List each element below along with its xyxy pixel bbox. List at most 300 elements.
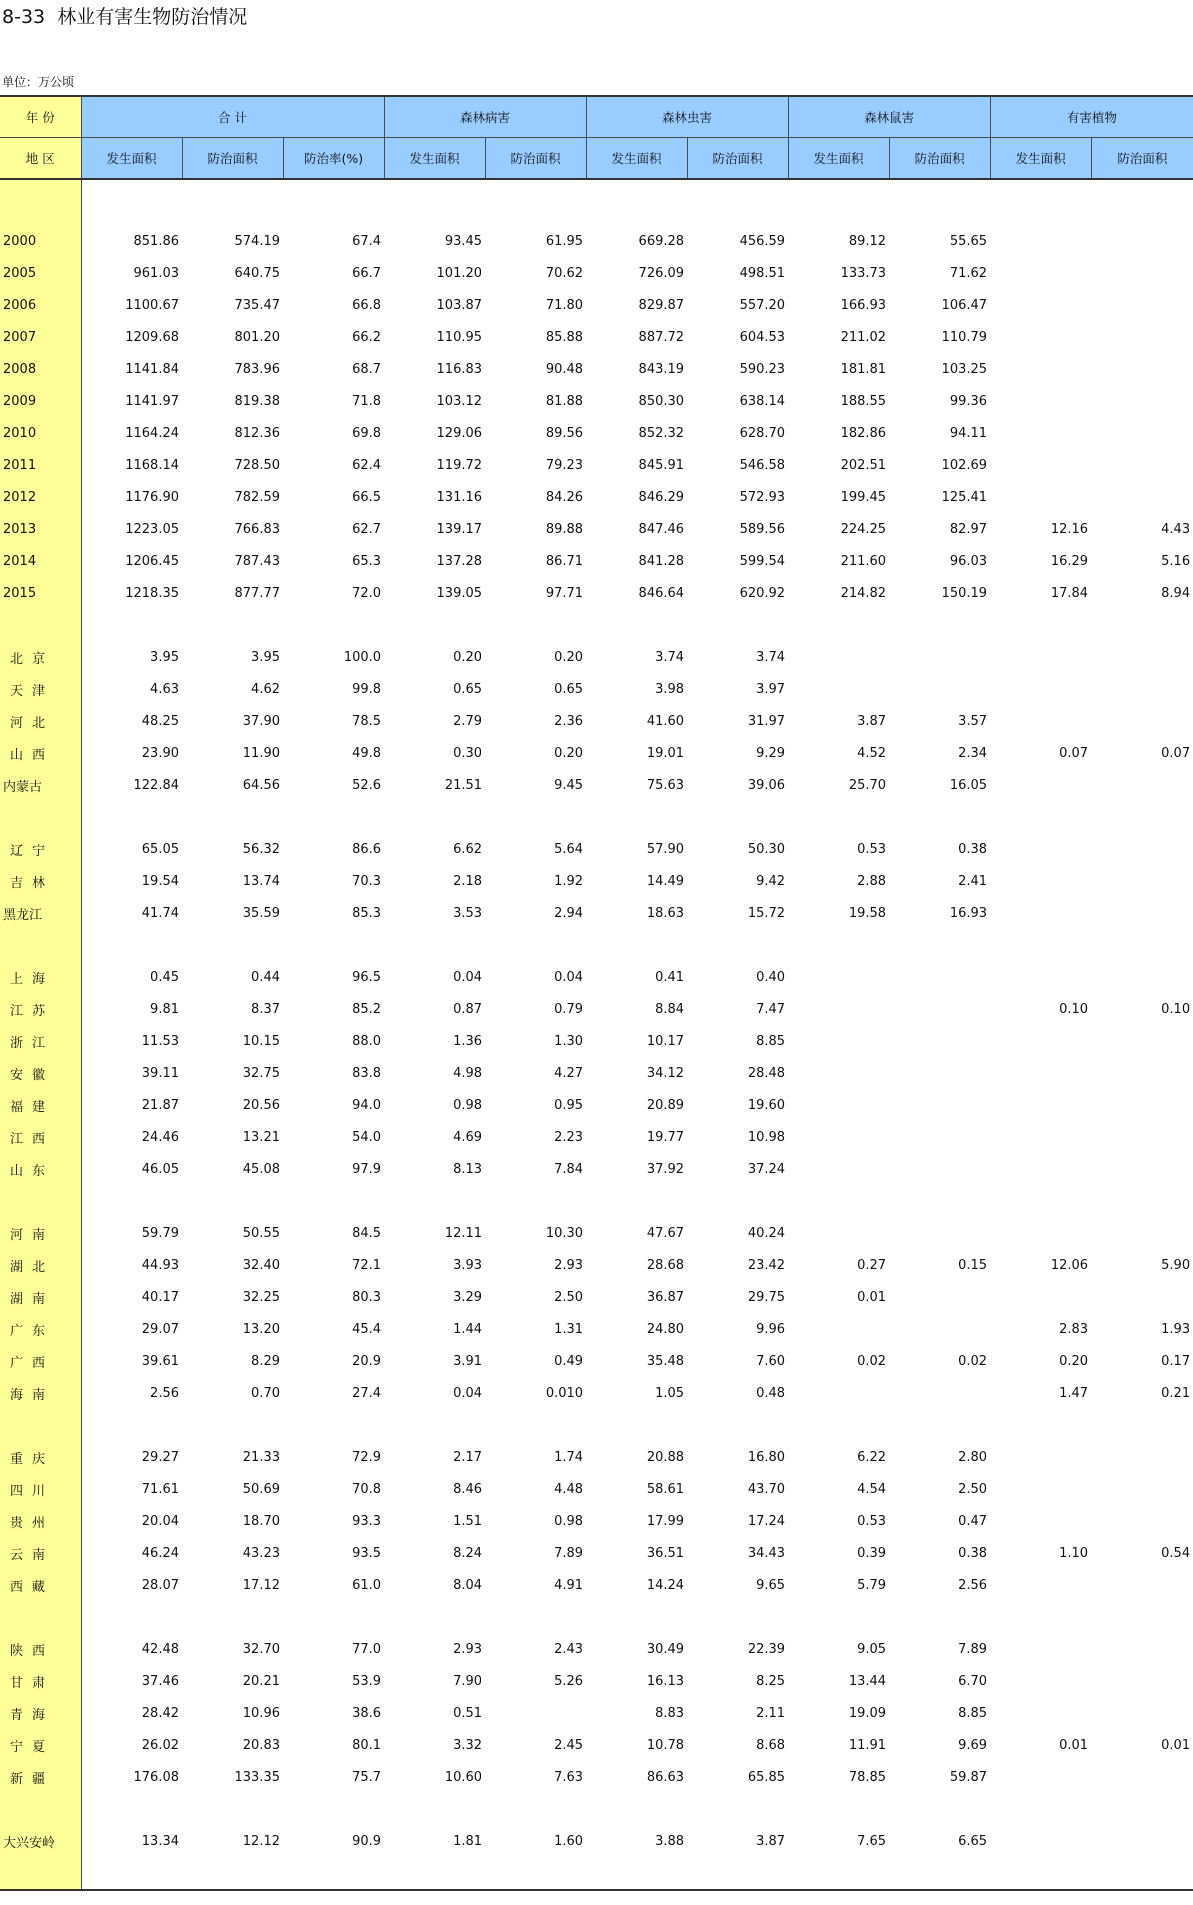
- table-cell: 846.29: [638, 489, 685, 505]
- subcol-header: 发生面积: [384, 138, 485, 180]
- table-cell: 4.27: [554, 1065, 584, 1081]
- subcol-header: 防治面积: [1091, 138, 1193, 180]
- table-cell: 0.07: [1161, 745, 1191, 761]
- row-label: 海南: [0, 1377, 81, 1409]
- table-cell: 0.45: [150, 969, 179, 985]
- table-row: [0, 1057, 1193, 1089]
- table-cell: [990, 1633, 1091, 1665]
- table-cell: [1091, 1153, 1193, 1185]
- subcol-header: 防治面积: [182, 138, 283, 180]
- table-row: [0, 769, 1193, 801]
- table-cell: 101.20: [436, 265, 483, 281]
- table-cell: 35.48: [646, 1353, 685, 1369]
- table-cell: [889, 641, 990, 673]
- table-cell: 8.85: [958, 1705, 988, 1721]
- table-row: [0, 449, 1193, 481]
- table-cell: 66.5: [352, 489, 382, 505]
- table-cell: 0.27: [857, 1257, 887, 1273]
- table-cell: [889, 1377, 990, 1409]
- row-label: 贵州: [0, 1505, 81, 1537]
- table-cell: [384, 929, 485, 961]
- table-cell: 99.8: [352, 681, 382, 697]
- table-cell: 29.75: [747, 1289, 786, 1305]
- table-cell: [182, 1601, 283, 1633]
- table-cell: [1091, 1857, 1193, 1890]
- table-cell: [384, 1793, 485, 1825]
- table-cell: 103.12: [436, 393, 483, 409]
- table-cell: [485, 1697, 586, 1729]
- table-cell: 93.5: [352, 1545, 382, 1561]
- table-cell: [1091, 1697, 1193, 1729]
- table-cell: [687, 1185, 788, 1217]
- table-cell: [687, 609, 788, 641]
- table-cell: 36.51: [646, 1545, 685, 1561]
- table-cell: 16.80: [747, 1449, 786, 1465]
- table-cell: 17.24: [747, 1513, 786, 1529]
- table-cell: [1091, 1057, 1193, 1089]
- table-cell: 17.12: [242, 1577, 280, 1593]
- table-cell: 0.10: [1059, 1001, 1089, 1017]
- table-row: [0, 1633, 1193, 1665]
- table-row: [0, 321, 1193, 353]
- table-cell: 10.17: [646, 1033, 685, 1049]
- table-cell: 3.87: [857, 713, 887, 729]
- table-cell: 89.88: [545, 521, 584, 537]
- table-cell: [485, 179, 586, 225]
- table-cell: [1091, 801, 1193, 833]
- table-cell: 628.70: [739, 425, 786, 441]
- table-cell: [990, 673, 1091, 705]
- row-label: 辽宁: [0, 833, 81, 865]
- table-cell: 8.85: [756, 1033, 786, 1049]
- table-cell: 116.83: [436, 361, 483, 377]
- table-cell: 3.93: [453, 1257, 483, 1273]
- table-cell: [788, 961, 889, 993]
- table-cell: 0.20: [1059, 1353, 1089, 1369]
- table-cell: [687, 929, 788, 961]
- row-label: 2007: [0, 321, 81, 353]
- table-cell: 90.48: [545, 361, 584, 377]
- table-cell: 55.65: [949, 233, 988, 249]
- table-cell: 2.23: [554, 1129, 584, 1145]
- table-cell: 37.92: [646, 1161, 685, 1177]
- table-cell: [990, 897, 1091, 929]
- table-cell: [1091, 1569, 1193, 1601]
- table-cell: [788, 609, 889, 641]
- table-cell: [990, 1505, 1091, 1537]
- table-cell: 726.09: [638, 265, 685, 281]
- table-cell: 86.6: [352, 841, 382, 857]
- group-header-rodent: 森林鼠害: [788, 96, 990, 138]
- table-cell: [889, 1313, 990, 1345]
- table-cell: 669.28: [638, 233, 685, 249]
- table-cell: 20.04: [141, 1513, 179, 1529]
- table-cell: 66.2: [352, 329, 382, 345]
- table-cell: 79.23: [545, 457, 584, 473]
- table-cell: [788, 929, 889, 961]
- table-cell: 8.29: [251, 1353, 280, 1369]
- table-cell: 53.9: [352, 1673, 382, 1689]
- table-row: [0, 225, 1193, 257]
- table-cell: 4.54: [857, 1481, 887, 1497]
- row-label: 2009: [0, 385, 81, 417]
- table-cell: 48.25: [141, 713, 179, 729]
- table-cell: 188.55: [840, 393, 887, 409]
- table-cell: 64.56: [242, 777, 280, 793]
- table-cell: [990, 417, 1091, 449]
- table-cell: 1141.84: [125, 361, 179, 377]
- table-cell: 2.93: [554, 1257, 584, 1273]
- row-label: 2008: [0, 353, 81, 385]
- table-cell: [485, 1793, 586, 1825]
- table-cell: [788, 1153, 889, 1185]
- table-cell: 8.37: [251, 1001, 280, 1017]
- table-cell: 182.86: [840, 425, 887, 441]
- table-row: [0, 673, 1193, 705]
- table-cell: 2.50: [958, 1481, 988, 1497]
- row-label: 江西: [0, 1121, 81, 1153]
- table-cell: [889, 179, 990, 225]
- table-cell: [889, 1121, 990, 1153]
- table-cell: [283, 179, 384, 225]
- table-cell: 20.88: [646, 1449, 685, 1465]
- table-cell: 71.61: [141, 1481, 179, 1497]
- row-label: 2010: [0, 417, 81, 449]
- row-label: 大兴安岭: [0, 1825, 81, 1857]
- table-cell: 2.83: [1059, 1321, 1089, 1337]
- spacer-row: [0, 1601, 1193, 1633]
- table-cell: [687, 1793, 788, 1825]
- subcol-header: 发生面积: [586, 138, 687, 180]
- table-cell: [81, 1857, 182, 1890]
- table-cell: [687, 179, 788, 225]
- table-cell: 59.87: [949, 1769, 988, 1785]
- table-cell: 119.72: [436, 457, 483, 473]
- table-cell: 1206.45: [125, 553, 179, 569]
- table-cell: 65.85: [747, 1769, 786, 1785]
- table-cell: 66.8: [352, 297, 382, 313]
- table-cell: [1091, 179, 1193, 225]
- table-cell: 46.24: [141, 1545, 179, 1561]
- table-cell: 14.24: [646, 1577, 685, 1593]
- header-row-subcols: [0, 138, 1193, 180]
- table-cell: 18.63: [646, 905, 685, 921]
- table-cell: 0.70: [251, 1385, 280, 1401]
- table-row: [0, 993, 1193, 1025]
- table-cell: 851.86: [133, 233, 179, 249]
- row-label: 陕西: [0, 1633, 81, 1665]
- table-cell: 1.93: [1161, 1321, 1191, 1337]
- table-cell: 214.82: [840, 585, 887, 601]
- table-cell: 88.0: [352, 1033, 382, 1049]
- table-row: [0, 1505, 1193, 1537]
- table-cell: [889, 1089, 990, 1121]
- table-cell: [485, 1409, 586, 1441]
- table-cell: [485, 1185, 586, 1217]
- table-cell: [990, 321, 1091, 353]
- row-label: 江苏: [0, 993, 81, 1025]
- table-cell: 103.87: [436, 297, 483, 313]
- table-cell: 96.5: [352, 969, 382, 985]
- table-cell: 1100.67: [125, 297, 179, 313]
- row-label: 天津: [0, 673, 81, 705]
- row-label: 福建: [0, 1089, 81, 1121]
- table-cell: 35.59: [242, 905, 280, 921]
- table-cell: 24.80: [646, 1321, 685, 1337]
- table-cell: 17.84: [1050, 585, 1089, 601]
- row-label: 2006: [0, 289, 81, 321]
- table-cell: 44.93: [141, 1257, 179, 1273]
- table-cell: 61.95: [545, 233, 584, 249]
- table-cell: 0.21: [1161, 1385, 1191, 1401]
- table-row: [0, 385, 1193, 417]
- table-cell: 39.06: [747, 777, 786, 793]
- table-cell: 1.81: [453, 1833, 483, 1849]
- table-cell: 6.65: [958, 1833, 988, 1849]
- table-cell: 28.48: [747, 1065, 786, 1081]
- table-cell: [990, 353, 1091, 385]
- table-row: [0, 1569, 1193, 1601]
- table-cell: 5.16: [1161, 553, 1191, 569]
- table-cell: 2.36: [554, 713, 584, 729]
- table-cell: 20.56: [242, 1097, 280, 1113]
- table-cell: 4.48: [554, 1481, 584, 1497]
- table-cell: [889, 1409, 990, 1441]
- table-cell: [990, 1409, 1091, 1441]
- table-cell: [788, 1217, 889, 1249]
- table-cell: 638.14: [739, 393, 786, 409]
- table-row: [0, 1761, 1193, 1793]
- table-cell: 10.78: [646, 1737, 685, 1753]
- row-label: 湖北: [0, 1249, 81, 1281]
- table-cell: [990, 481, 1091, 513]
- table-cell: 5.90: [1161, 1257, 1191, 1273]
- table-cell: [586, 929, 687, 961]
- table-cell: [1091, 1441, 1193, 1473]
- table-cell: [990, 1153, 1091, 1185]
- table-cell: 16.13: [646, 1673, 685, 1689]
- table-cell: 1223.05: [125, 521, 179, 537]
- table-cell: 498.51: [739, 265, 786, 281]
- table-cell: [1091, 1665, 1193, 1697]
- spacer-row: [0, 1409, 1193, 1441]
- table-cell: [788, 1793, 889, 1825]
- table-cell: 13.74: [242, 873, 280, 889]
- table-cell: 0.17: [1161, 1353, 1191, 1369]
- table-cell: 9.81: [150, 1001, 179, 1017]
- table-cell: 590.23: [739, 361, 786, 377]
- table-cell: 2.79: [453, 713, 483, 729]
- table-cell: [990, 1761, 1091, 1793]
- table-cell: [788, 1057, 889, 1089]
- table-cell: [384, 1857, 485, 1890]
- table-cell: 31.97: [747, 713, 786, 729]
- table-cell: 102.69: [941, 457, 988, 473]
- table-cell: [1091, 961, 1193, 993]
- table-cell: [990, 1217, 1091, 1249]
- table-cell: 3.29: [453, 1289, 483, 1305]
- row-label: 青海: [0, 1697, 81, 1729]
- table-cell: 72.0: [352, 585, 382, 601]
- table-cell: [889, 673, 990, 705]
- table-cell: 2.11: [756, 1705, 786, 1721]
- table-cell: 46.05: [141, 1161, 179, 1177]
- table-cell: 3.32: [453, 1737, 483, 1753]
- table-cell: [990, 1121, 1091, 1153]
- table-row: [0, 1121, 1193, 1153]
- table-cell: 1141.97: [125, 393, 179, 409]
- table-cell: 100.0: [343, 649, 382, 665]
- table-cell: 176.08: [133, 1769, 179, 1785]
- table-cell: [1091, 673, 1193, 705]
- table-cell: 1.47: [1059, 1385, 1089, 1401]
- table-cell: 0.10: [1161, 1001, 1191, 1017]
- table-cell: 557.20: [739, 297, 786, 313]
- table-cell: 2.34: [958, 745, 988, 761]
- table-cell: [283, 1793, 384, 1825]
- table-cell: 8.25: [756, 1673, 786, 1689]
- table-cell: 82.97: [949, 521, 988, 537]
- table-cell: [485, 1857, 586, 1890]
- table-cell: 19.01: [646, 745, 685, 761]
- table-cell: 16.93: [949, 905, 988, 921]
- table-cell: 13.34: [141, 1833, 179, 1849]
- table-cell: [283, 929, 384, 961]
- table-cell: 125.41: [941, 489, 988, 505]
- table-row: [0, 1025, 1193, 1057]
- table-cell: 2.56: [150, 1385, 179, 1401]
- table-cell: [788, 1121, 889, 1153]
- table-cell: 1164.24: [125, 425, 179, 441]
- table-cell: 604.53: [739, 329, 786, 345]
- table-row: [0, 1697, 1193, 1729]
- table-cell: 2.45: [554, 1737, 584, 1753]
- table-cell: 0.02: [857, 1353, 887, 1369]
- table-cell: 28.42: [141, 1705, 179, 1721]
- table-cell: 110.95: [436, 329, 483, 345]
- table-cell: [1091, 1025, 1193, 1057]
- table-cell: 26.02: [141, 1737, 179, 1753]
- table-cell: [1091, 1793, 1193, 1825]
- table-row: [0, 417, 1193, 449]
- table-cell: [1091, 1217, 1193, 1249]
- table-cell: 10.96: [242, 1705, 280, 1721]
- table-cell: 50.69: [242, 1481, 280, 1497]
- table-cell: [1091, 1633, 1193, 1665]
- table-cell: 456.59: [739, 233, 786, 249]
- table-cell: [81, 1409, 182, 1441]
- table-cell: 18.70: [242, 1513, 280, 1529]
- table-cell: 19.09: [848, 1705, 887, 1721]
- table-cell: 3.88: [655, 1833, 685, 1849]
- table-cell: [182, 1857, 283, 1890]
- table-cell: 43.70: [747, 1481, 786, 1497]
- table-cell: [990, 641, 1091, 673]
- table-cell: 0.20: [554, 745, 584, 761]
- table-cell: 45.4: [352, 1321, 382, 1337]
- table-cell: [384, 609, 485, 641]
- table-cell: 57.90: [646, 841, 685, 857]
- table-cell: [283, 801, 384, 833]
- table-cell: 67.4: [352, 233, 382, 249]
- row-label: 新疆: [0, 1761, 81, 1793]
- table-cell: 20.83: [242, 1737, 280, 1753]
- table-cell: [990, 1185, 1091, 1217]
- table-cell: [990, 179, 1091, 225]
- table-cell: [1091, 289, 1193, 321]
- table-cell: [182, 1793, 283, 1825]
- table-cell: 47.67: [646, 1225, 685, 1241]
- table-cell: [788, 1025, 889, 1057]
- table-cell: [889, 993, 990, 1025]
- table-cell: 3.87: [756, 1833, 786, 1849]
- table-cell: 10.60: [444, 1769, 483, 1785]
- table-cell: [889, 1857, 990, 1890]
- table-cell: [889, 1281, 990, 1313]
- table-cell: 72.9: [352, 1449, 382, 1465]
- table-cell: 58.61: [646, 1481, 685, 1497]
- header-row-groups: [0, 96, 1193, 138]
- table-cell: 2.56: [958, 1577, 988, 1593]
- subcol-header: 发生面积: [81, 138, 182, 180]
- table-cell: [1091, 1825, 1193, 1857]
- table-cell: 13.20: [242, 1321, 280, 1337]
- table-cell: 81.88: [545, 393, 584, 409]
- table-cell: [990, 1793, 1091, 1825]
- table-cell: [182, 801, 283, 833]
- row-label: [0, 1185, 81, 1217]
- table-cell: [384, 1409, 485, 1441]
- table-cell: 5.79: [857, 1577, 887, 1593]
- table-cell: 224.25: [840, 521, 887, 537]
- table-cell: [889, 609, 990, 641]
- table-cell: 52.6: [352, 777, 382, 793]
- table-cell: [788, 801, 889, 833]
- table-cell: 22.39: [747, 1641, 786, 1657]
- table-cell: 0.48: [756, 1385, 786, 1401]
- row-label: 四川: [0, 1473, 81, 1505]
- subcol-header: 防治面积: [889, 138, 990, 180]
- table-cell: 8.04: [453, 1577, 483, 1593]
- table-cell: 65.3: [352, 553, 382, 569]
- table-cell: [990, 609, 1091, 641]
- table-row: [0, 705, 1193, 737]
- table-cell: 9.65: [756, 1577, 786, 1593]
- table-cell: 23.90: [141, 745, 179, 761]
- table-cell: [990, 1697, 1091, 1729]
- table-cell: 14.49: [646, 873, 685, 889]
- table-cell: 1.31: [554, 1321, 584, 1337]
- spacer-row: [0, 1793, 1193, 1825]
- table-cell: [788, 673, 889, 705]
- table-cell: 16.05: [949, 777, 988, 793]
- table-cell: [1091, 1473, 1193, 1505]
- table-cell: 0.65: [453, 681, 483, 697]
- table-cell: [687, 801, 788, 833]
- table-cell: 19.58: [848, 905, 887, 921]
- table-cell: [182, 179, 283, 225]
- table-cell: 11.53: [141, 1033, 179, 1049]
- table-cell: 7.63: [554, 1769, 584, 1785]
- table-row: [0, 1089, 1193, 1121]
- table-cell: [889, 1793, 990, 1825]
- row-label: [0, 1857, 81, 1890]
- table-cell: 89.56: [545, 425, 584, 441]
- row-label: 2012: [0, 481, 81, 513]
- table-row: [0, 897, 1193, 929]
- table-cell: 12.12: [242, 1833, 280, 1849]
- table-row: [0, 257, 1193, 289]
